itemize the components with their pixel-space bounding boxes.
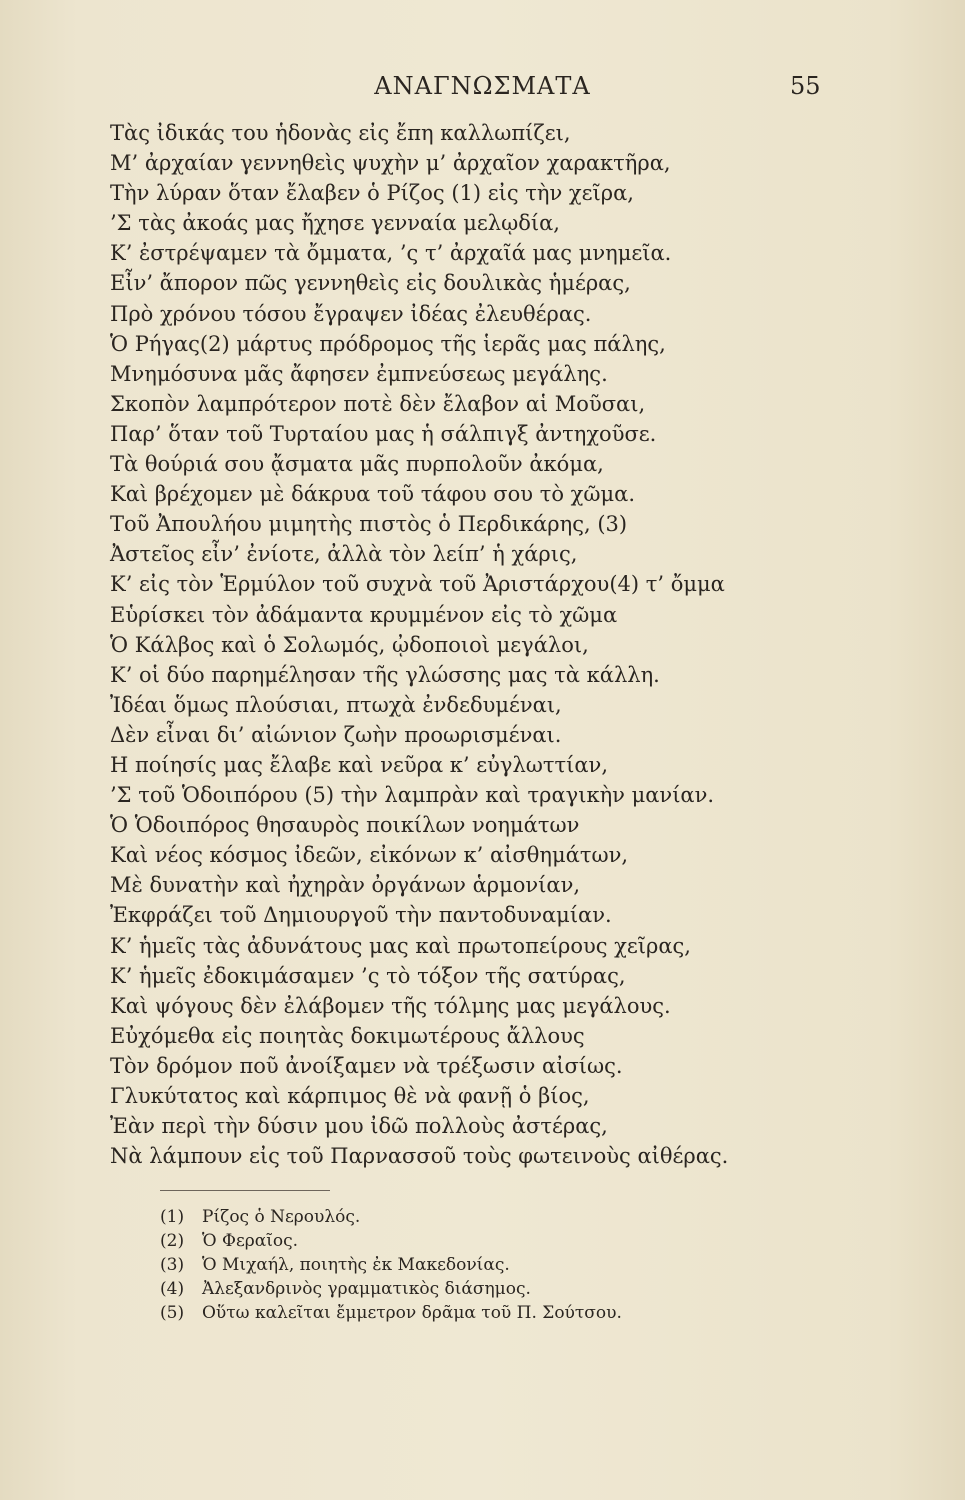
poem-line: Ἀστεῖος εἶν’ ἐνίοτε, ἀλλὰ τὸν λείπ’ ἡ χάρις, — [110, 542, 578, 567]
poem-line: Μνημόσυνα μᾶς ἄφησεν ἐμπνεύσεως μεγάλης. — [110, 361, 608, 386]
poem-line: Μ’ ἀρχαίαν γεννηθεὶς ψυχὴν μ’ ἀρχαῖον χαρακτῆρα, — [110, 151, 671, 176]
poem-line: Ἐὰν περὶ τὴν δύσιν μου ἰδῶ πολλοὺς ἀστέρας, — [110, 1114, 608, 1139]
poem-line: Η ποίησίς μας ἔλαβε καὶ νεῦρα κ’ εὐγλωττίαν, — [110, 752, 609, 777]
poem-line: Ἰδέαι ὅμως πλούσιαι, πτωχὰ ἐνδεδυμέναι, — [110, 692, 562, 717]
poem-line: ’Σ τὰς ἀκοάς μας ἤχησε γενναία μελῳδία, — [110, 211, 560, 236]
poem-line: Καὶ βρέχομεν μὲ δάκρυα τοῦ τάφου σου τὸ χῶμα. — [110, 482, 635, 507]
poem-line: Τὰς ἰδικάς του ἡδονὰς εἰς ἔπη καλλωπίζει, — [110, 121, 571, 145]
footnote-text: Ὁ Φεραῖος. — [202, 1231, 299, 1251]
footnote-number: (2) — [160, 1231, 185, 1251]
footnote-text: Οὕτω καλεῖται ἔμμετρον δρᾶμα τοῦ Π. Σούτσου. — [202, 1303, 622, 1323]
poem-line: Ὁ Ὁδοιπόρος θησαυρὸς ποικίλων νοημάτων — [110, 813, 580, 838]
poem-line: Καὶ ψόγους δὲν ἐλάβομεν τῆς τόλμης μας μεγάλους. — [110, 993, 671, 1018]
footnote-text: Ὁ Μιχαήλ, ποιητὴς ἐκ Μακεδονίας. — [202, 1255, 510, 1275]
footnote-number: (1) — [160, 1207, 185, 1227]
poem-line: Κ’ ἡμεῖς ἐδοκιμάσαμεν ’ς τὸ τόξον τῆς σατύρας, — [110, 963, 626, 988]
poem-line: Τὴν λύραν ὅταν ἔλαβεν ὁ Ρίζος (1) εἰς τὴν χεῖρα, — [110, 181, 634, 206]
poem-line: Εἶν’ ἄπορον πῶς γεννηθεὶς εἰς δουλικὰς ἡμέρας, — [110, 271, 631, 296]
poem-line: Ἐκφράζει τοῦ Δημιουργοῦ τὴν παντοδυναμίαν. — [110, 903, 612, 928]
poem-line: Εὐχόμεθα εἰς ποιητὰς δοκιμωτέρους ἄλλους — [110, 1023, 585, 1048]
poem-line: Κ’ ἡμεῖς τὰς ἀδυνάτους μας καὶ πρωτοπείρους χεῖρας, — [110, 933, 691, 958]
poem-line: Σκοπὸν λαμπρότερον ποτὲ δὲν ἔλαβον αἱ Μοῦσαι, — [110, 391, 646, 416]
poem-line: Τὸν δρόμον ποῦ ἀνοίξαμεν νὰ τρέξωσιν αἰσίως. — [110, 1053, 623, 1078]
footnote-text: Ἀλεξανδρινὸς γραμματικὸς διάσημος. — [202, 1279, 531, 1299]
poem-line: Εὑρίσκει τὸν ἀδάμαντα κρυμμένον εἰς τὸ χῶμα — [110, 602, 618, 627]
footnote — [160, 1205, 860, 1229]
footnote — [160, 1277, 860, 1301]
footnote-number: (4) — [160, 1279, 185, 1299]
poem-line: ’Σ τοῦ Ὁδοιπόρου (5) τὴν λαμπρὰν καὶ τραγικὴν μανίαν. — [110, 783, 715, 808]
poem-line: Πρὸ χρόνου τόσου ἔγραψεν ἰδέας ἐλευθέρας. — [110, 301, 592, 326]
poem-line: Κ’ οἱ δύο παρημέλησαν τῆς γλώσσης μας τὰ κάλλη. — [110, 662, 660, 687]
poem-line: Δὲν εἶναι δι’ αἰώνιον ζωὴν προωρισμέναι. — [110, 722, 562, 747]
footnote-number: (5) — [160, 1303, 185, 1323]
poem-line: Ὁ Κάλβος καὶ ὁ Σολωμός, ᾠδοποιοὶ μεγάλοι, — [110, 632, 589, 657]
poem-text — [110, 118, 950, 1171]
poem-line: Τοῦ Ἀπουλήου μιμητὴς πιστὸς ὁ Περδικάρης, (3) — [110, 512, 628, 537]
footnote — [160, 1301, 860, 1325]
footnote-text: Ρίζος ὁ Νερουλός. — [202, 1207, 361, 1227]
page-number: 55 — [790, 72, 821, 100]
running-title: ΑΝΑΓΝΩΣΜΑΤΑ — [374, 72, 591, 100]
poem-line: Νὰ λάμπουν εἰς τοῦ Παρνασσοῦ τοὺς φωτεινοὺς αἰθέρας. — [110, 1144, 729, 1169]
poem-line: Κ’ εἰς τὸν Ἑρμύλον τοῦ συχνὰ τοῦ Ἀριστάρχου(4) τ’ ὄμμα — [110, 572, 725, 597]
footnote — [160, 1253, 860, 1277]
poem-line: Γλυκύτατος καὶ κάρπιμος θὲ νὰ φανῇ ὁ βίος, — [110, 1084, 590, 1108]
poem-line: Παρ’ ὅταν τοῦ Τυρταίου μας ἡ σάλπιγξ ἀντηχοῦσε. — [110, 421, 657, 446]
footnote-number: (3) — [160, 1255, 185, 1275]
poem-line: Μὲ δυνατὴν καὶ ἠχηρὰν ὀργάνων ἁρμονίαν, — [110, 873, 581, 898]
poem-line: Κ’ ἐστρέψαμεν τὰ ὄμματα, ’ς τ’ ἀρχαῖά μας μνημεῖα. — [110, 241, 672, 266]
poem-line: Ὁ Ρήγας(2) μάρτυς πρόδρομος τῆς ἱερᾶς μας πάλης, — [110, 331, 666, 356]
footnote-divider — [160, 1190, 330, 1191]
poem-line: Τὰ θούριά σου ᾄσματα μᾶς πυρπολοῦν ἀκόμα, — [110, 452, 604, 477]
poem-line: Καὶ νέος κόσμος ἰδεῶν, εἰκόνων κ’ αἰσθημάτων, — [110, 843, 629, 868]
footnote — [160, 1229, 860, 1253]
footnotes — [160, 1205, 860, 1325]
